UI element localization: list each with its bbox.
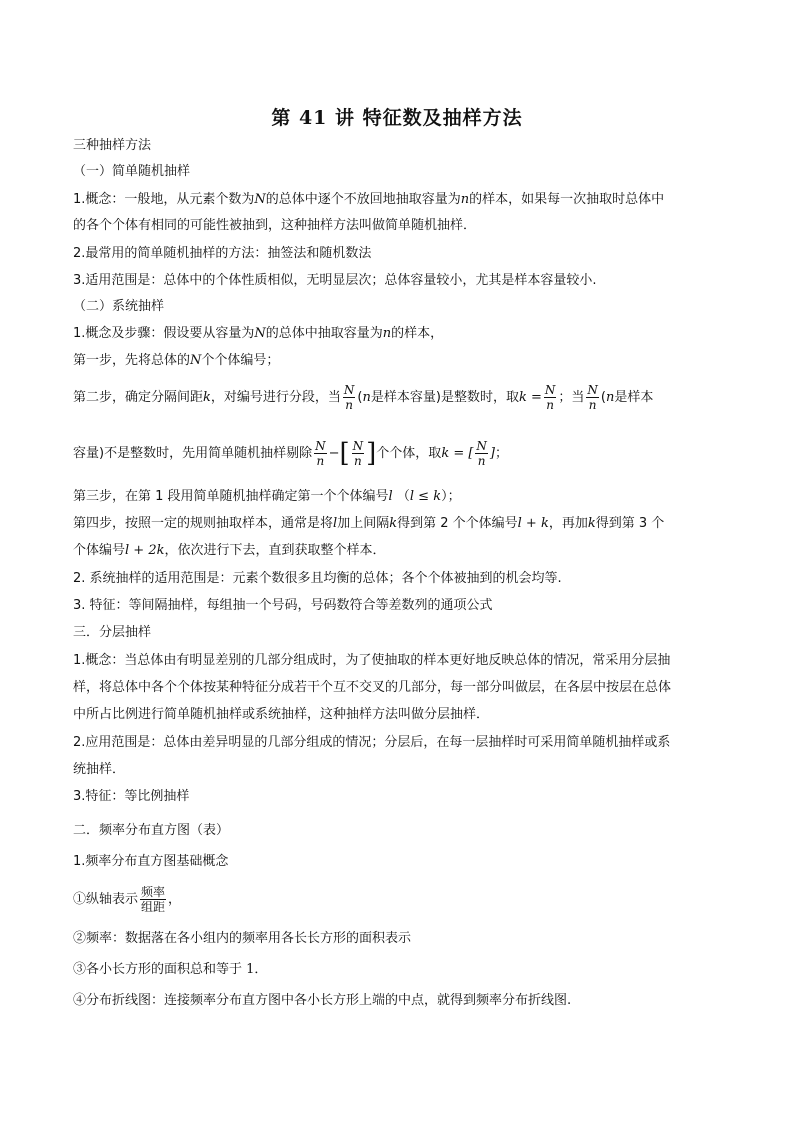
paragraph-line: 的各个个体有相同的可能性被抽到，这种抽样方法叫做简单随机抽样． [73, 218, 477, 233]
section-simple-random: （一）简单随机抽样 [73, 164, 191, 179]
fraction-N-over-n: $\frac{N}{n}$ [352, 439, 364, 468]
paragraph-line: 容量)不是整数时，先用简单随机抽样剔除 $\frac{N}{n}$ −[ $\frac{N}{n}$ ]个个体，取k = [ $\frac{N}{n}$ ]； [73, 438, 509, 469]
paragraph-line: 第二步，确定分隔间距k，对编号进行分段，当 $\frac{N}{n}$ (n是样本容量)是整数时，取k = $\frac{N}{n}$ ；当 $\frac{N}{n}$ (n是样本 [73, 383, 654, 412]
paragraph-line: 3.特征：等比例抽样 [73, 789, 190, 804]
paragraph-line: 2.应用范围是：总体由差异明显的几部分组成的情况；分层后，在每一层抽样时可采用简单随机抽样或系 [73, 735, 671, 750]
paragraph-line: 3.适用范围是：总体中的个体性质相似，无明显层次；总体容量较小，尤其是样本容量较小. [73, 273, 597, 288]
paragraph-line: 中所占比例进行简单随机抽样或系统抽样，这种抽样方法叫做分层抽样． [73, 707, 490, 722]
paragraph-line: ①纵轴表示 $\frac{\text{频率}}{\text{组距}}$ ， [73, 885, 182, 914]
fraction-N-over-n: $\frac{N}{n}$ [544, 383, 556, 412]
paragraph-line: 1.概念：当总体由有明显差别的几部分组成时，为了使抽取的样本更好地反映总体的情况，常采用分层抽 [73, 653, 671, 668]
paragraph-line: 1.概念及步骤：假设要从容量为N的总体中抽取容量为n的样本， [73, 326, 444, 341]
paragraph-line: 3. 特征：等间隔抽样，每组抽一个号码，号码数符合等差数列的通项公式 [73, 598, 493, 613]
paragraph-line: 个体编号l + 2k，依次进行下去，直到获取整个样本． [73, 543, 386, 558]
heading-three-methods: 三种抽样方法 [73, 138, 152, 153]
paragraph-line: 第四步，按照一定的规则抽取样本，通常是将l加上间隔k得到第 2 个个体编号l + k，再加k得到第 3 个 [73, 516, 665, 531]
fraction-N-over-n: $\frac{N}{n}$ [587, 383, 598, 412]
paragraph-line: 2. 系统抽样的适用范围是：元素个数很多且均衡的总体；各个个体被抽到的机会均等. [73, 571, 562, 586]
page-title: 第 41 讲 特征数及抽样方法 [271, 107, 523, 129]
paragraph-line: 2.最常用的简单随机抽样的方法：抽签法和随机数法 [73, 246, 372, 261]
paragraph-line: ④分布折线图：连接频率分布直方图中各小长方形上端的中点，就得到频率分布折线图. [73, 993, 572, 1008]
paragraph-line: ③各小长方形的面积总和等于 1． [73, 962, 268, 977]
paragraph-line: 第三步，在第 1 段用简单随机抽样确定第一个个体编号l （l ≤ k）； [73, 489, 461, 504]
fraction-N-over-n: $\frac{N}{n}$ [315, 439, 326, 468]
section-histogram: 二．频率分布直方图（表） [73, 823, 230, 838]
paragraph-line: 1.概念：一般地，从元素个数为N的总体中逐个不放回地抽取容量为n的样本，如果每一次抽取时总体中 [73, 192, 665, 207]
fraction-N-over-n: $\frac{N}{n}$ [343, 383, 355, 412]
section-systematic: （二）系统抽样 [73, 299, 165, 314]
paragraph-line: 样，将总体中各个个体按某种特征分成若干个互不交叉的几部分，每一部分叫做层，在各层中按层在总体 [73, 680, 672, 695]
fraction-N-over-n: $\frac{N}{n}$ [476, 439, 487, 468]
paragraph-line: 1.频率分布直方图基础概念 [73, 854, 229, 869]
fraction-frequency-over-interval: $\frac{\text{频率}}{\text{组距}}$ [141, 885, 166, 914]
paragraph-line: 第一步，先将总体的N个个体编号； [73, 353, 280, 368]
paragraph-line: ②频率：数据落在各小组内的频率用各长长方形的面积表示 [73, 931, 412, 946]
section-stratified: 三．分层抽样 [73, 625, 152, 640]
paragraph-line: 统抽样． [73, 762, 126, 777]
